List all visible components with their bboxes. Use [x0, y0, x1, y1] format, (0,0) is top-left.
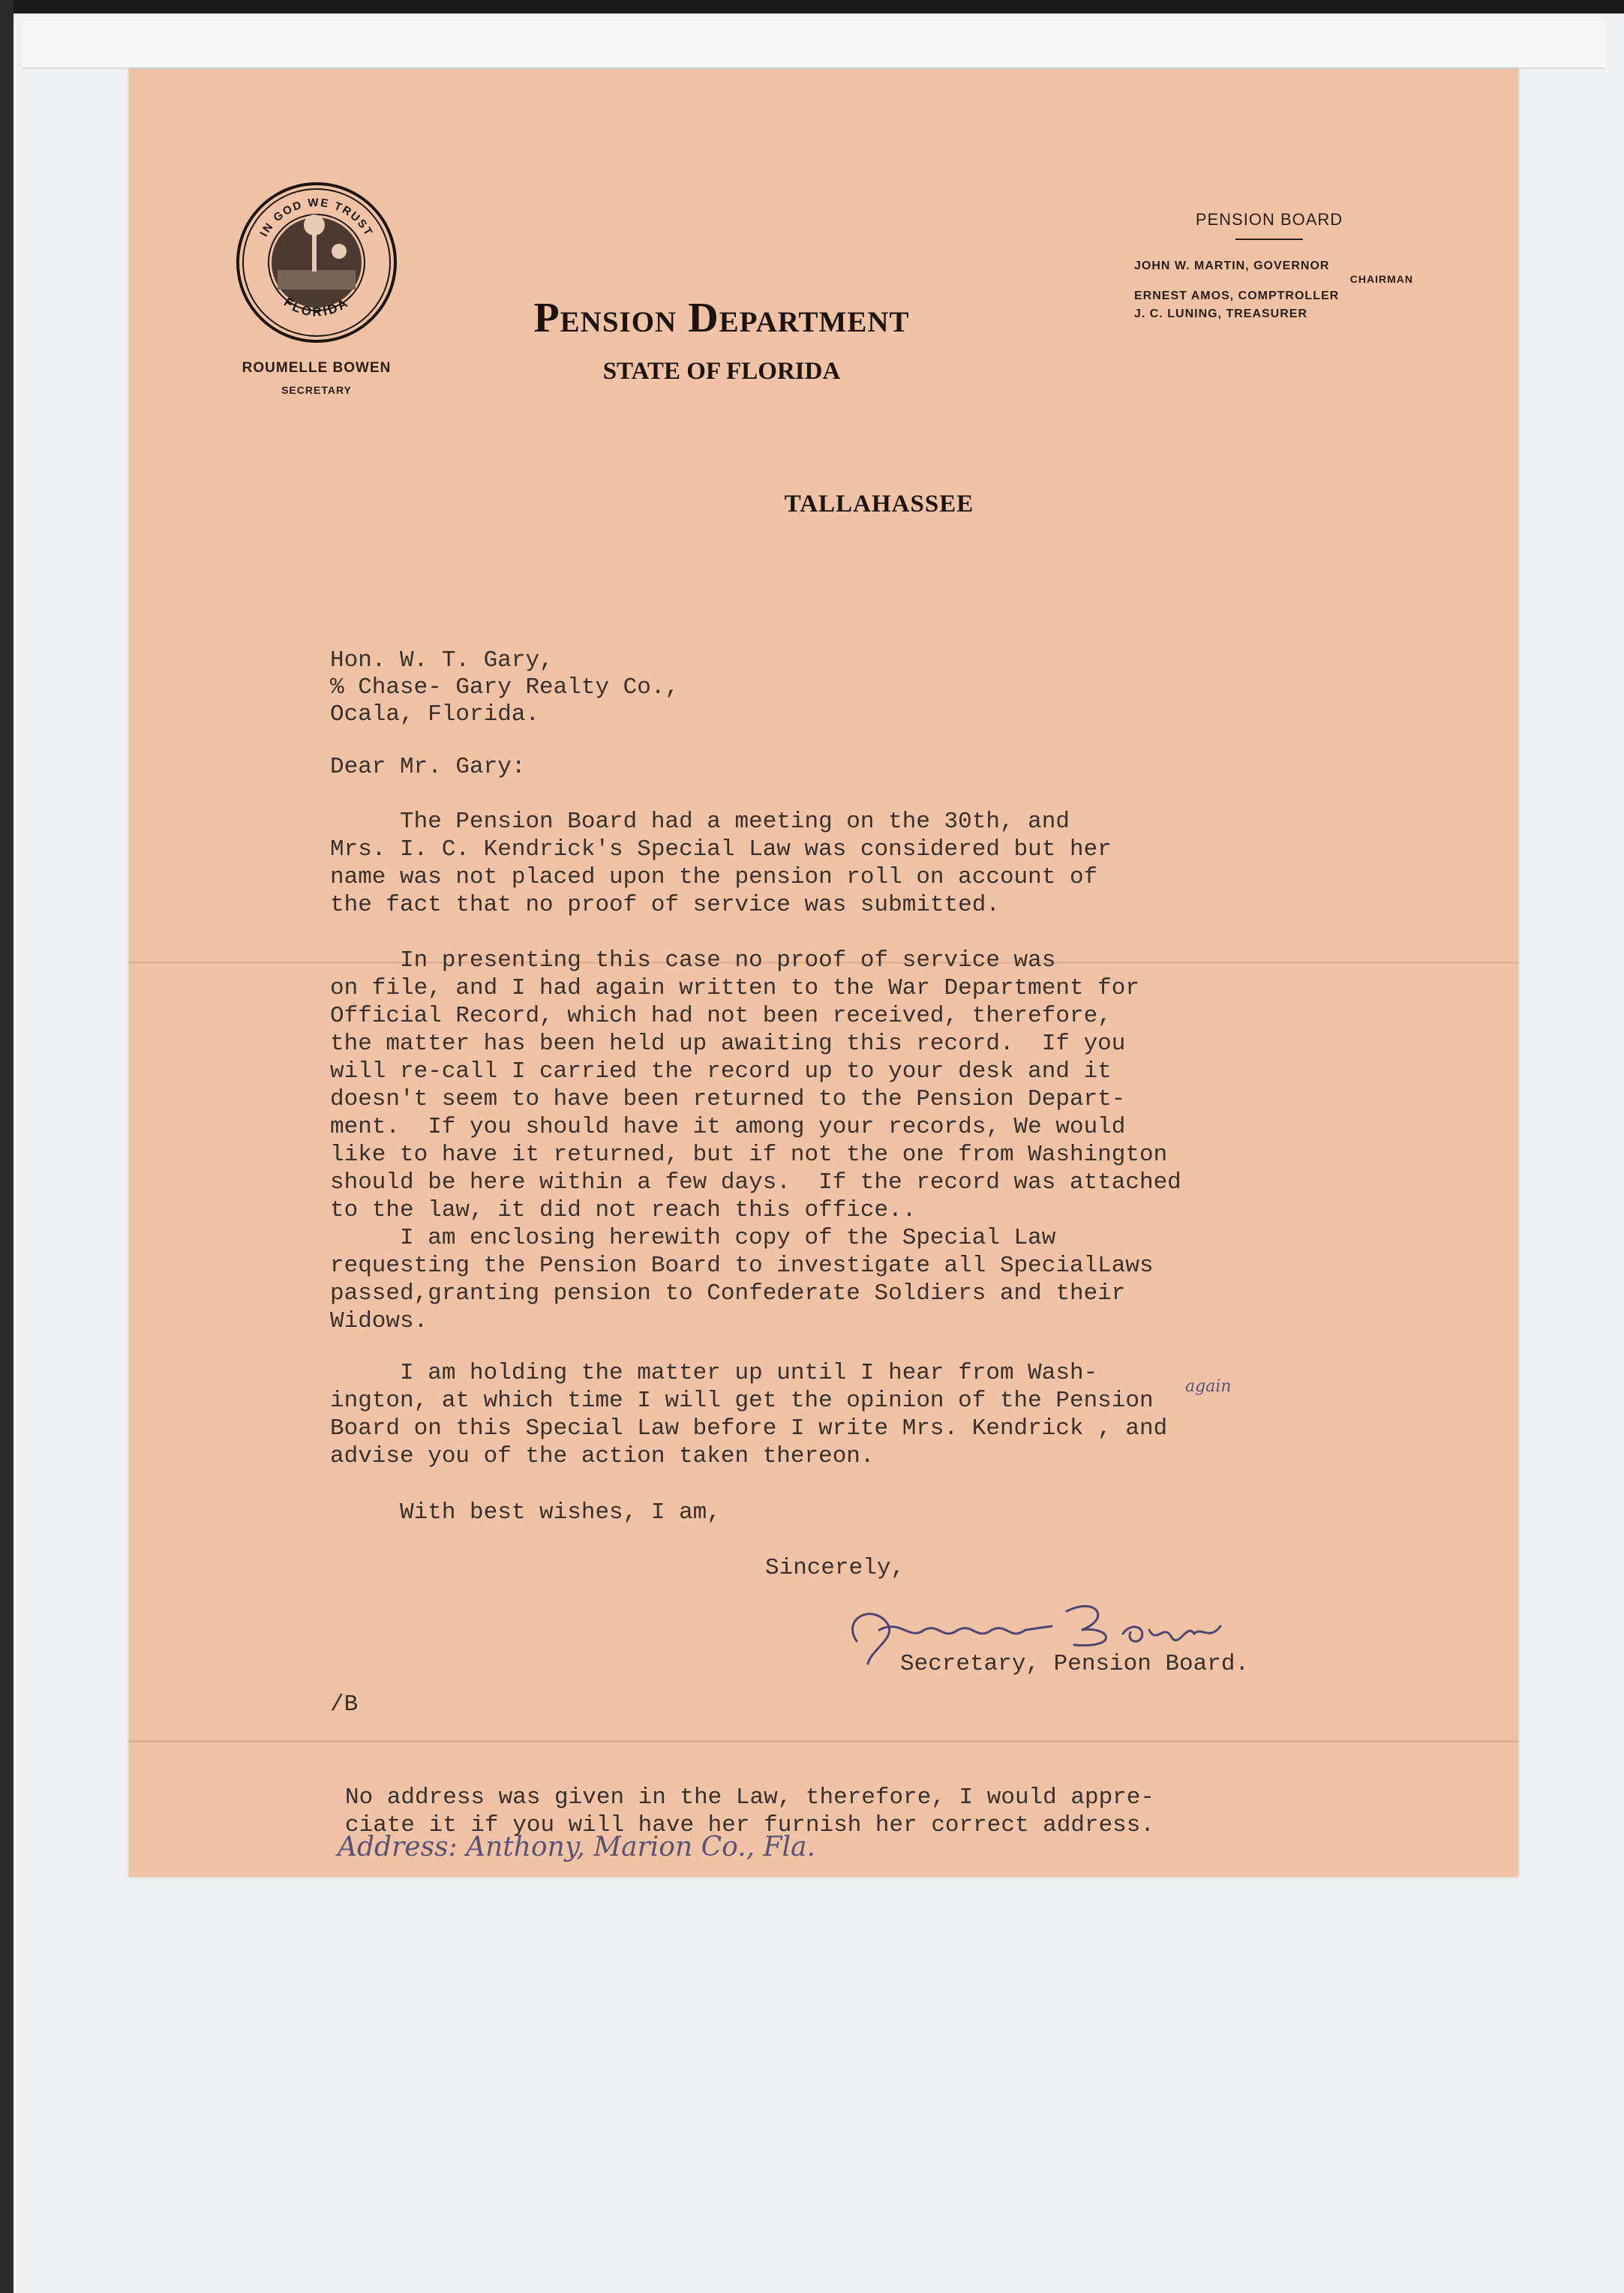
body-paragraph: I am enclosing herewith copy of the Special Law requesting the Pension Board to investigate all SpecialLaws passed,granting pension to Confederate Soldiers and their Widows.	[330, 1225, 1154, 1334]
city-heading: TALLAHASSEE	[784, 491, 974, 518]
closing-line: With best wishes, I am,	[330, 1499, 721, 1526]
seal-motto: IN GOD WE TRUST	[257, 196, 376, 239]
board-heading: PENSION BOARD	[1195, 210, 1343, 229]
letter-page	[129, 69, 1518, 1877]
address-line: Ocala, Florida.	[330, 701, 540, 728]
sign-off: Sincerely,	[765, 1555, 905, 1581]
salutation: Dear Mr. Gary:	[330, 754, 526, 780]
secretary-name: ROUMELLE BOWEN	[242, 360, 392, 376]
address-line: Hon. W. T. Gary,	[330, 647, 554, 674]
board-member: ERNEST AMOS, COMPTROLLER	[1134, 290, 1340, 302]
handwritten-address-note: Address: Anthony, Marion Co., Fla.	[338, 1832, 815, 1862]
scanner-frame-top	[0, 0, 1624, 14]
fold-line	[129, 1740, 1518, 1742]
body-paragraph: In presenting this case no proof of service was on file, and I had again written to the War Department for Official Record, which had not been received, therefore, the matter has been held up awaiting this record. If you will re-call I carried the record up to your desk and it doesn't seem to have been returned to the Pension Depart- ment. If you should have it among your records, We would like to have it returned, but if not the one from Washington should be here within a few days. If the record was attached to the law, it did not reach this office..	[330, 947, 1181, 1223]
secretary-title: SECRETARY	[281, 384, 352, 396]
signer-title: Secretary, Pension Board.	[900, 1651, 1250, 1677]
typist-initials: /B	[330, 1691, 359, 1718]
florida-seal-icon	[234, 180, 399, 345]
body-paragraph: The Pension Board had a meeting on the 30th, and Mrs. I. C. Kendrick's Special Law was considered but her name was not placed upon the pension roll on account of the fact that no proof of service was submitted.	[330, 809, 1112, 918]
board-divider	[1235, 239, 1303, 240]
board-member-role: CHAIRMAN	[1349, 273, 1413, 285]
board-member: JOHN W. MARTIN, GOVERNOR	[1134, 260, 1330, 272]
scanner-frame-left	[0, 0, 14, 2293]
mounting-tape	[23, 21, 1605, 69]
handwritten-insert: again	[1185, 1377, 1232, 1396]
state-title: STATE OF FLORIDA	[602, 358, 841, 385]
address-line: % Chase- Gary Realty Co.,	[330, 674, 680, 701]
seal-state: FLORIDA	[281, 295, 353, 320]
pension-board-block	[1134, 210, 1449, 321]
postscript: No address was given in the Law, therefore, I would appre- ciate it if you will have her furnish her correct address.	[345, 1784, 1154, 1838]
board-member: J. C. LUNING, TREASURER	[1134, 308, 1308, 320]
body-paragraph: I am holding the matter up until I hear from Wash- ington, at which time I will get the opinion of the Pension Board on this Special Law before I write Mrs. Kendrick , and advise you of the action taken thereon.	[330, 1360, 1168, 1469]
department-title: Pension Department	[533, 295, 910, 341]
